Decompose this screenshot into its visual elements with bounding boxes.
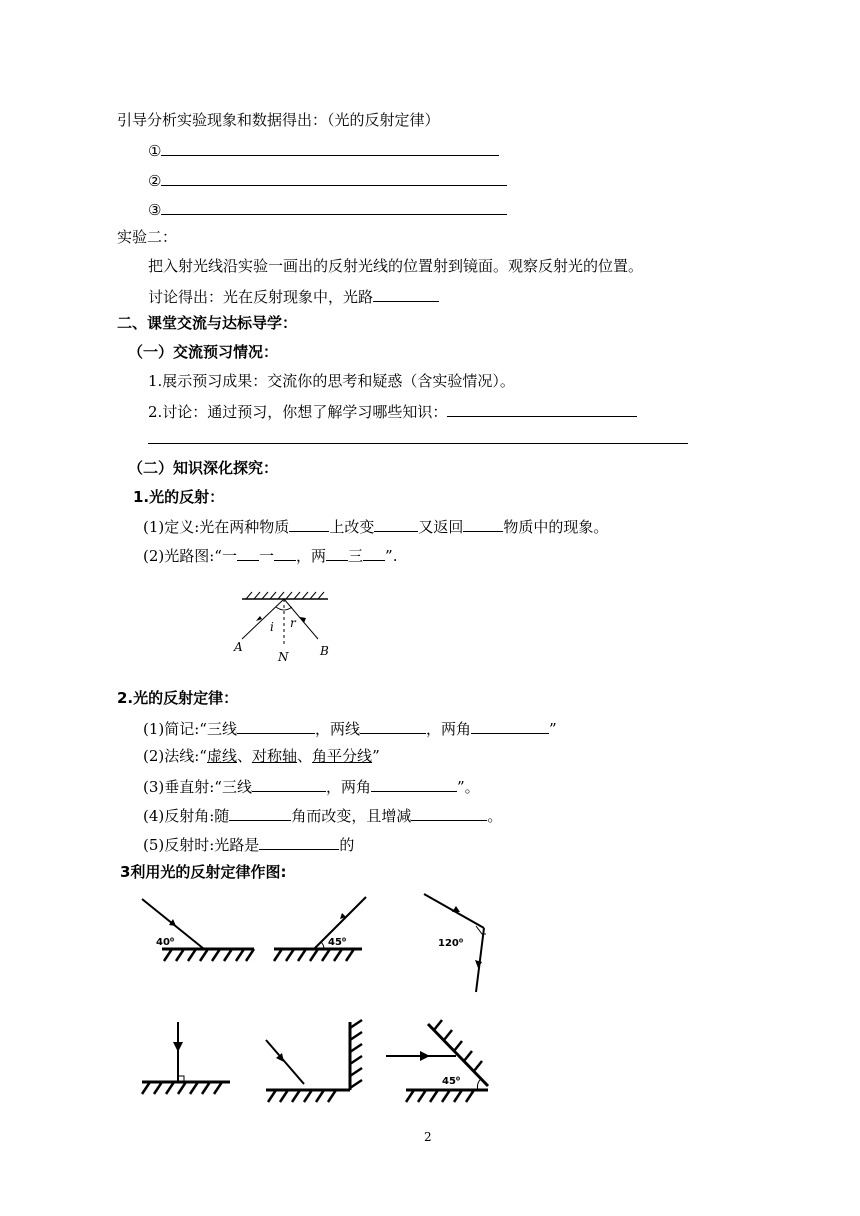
para-2-text: 2.讨论：通过预习，你想了解学习哪些知识： [148, 403, 448, 421]
law-text: ” [372, 747, 380, 765]
discuss-text: 讨论得出：光在反射现象中，光路 [148, 288, 374, 306]
angle-label: 120⁰ [438, 938, 464, 949]
blank-item-2 [148, 169, 507, 191]
answer-blank[interactable] [471, 717, 549, 734]
answer-blank[interactable] [289, 515, 329, 532]
item-marker: ② [148, 172, 162, 190]
para-2 [148, 400, 637, 422]
label-a: A [234, 640, 243, 654]
exercise-figure-3[interactable] [418, 890, 508, 1000]
angle-label: 40⁰ [156, 937, 175, 948]
exp2-body: 把入射光线沿实验一画出的反射光线的位置射到镜面。观察反射光的位置。 [148, 257, 644, 275]
law-text: (2)法线:“ [143, 747, 207, 765]
law-term: 虚线 [206, 747, 237, 765]
law-item-4 [143, 804, 502, 826]
law-item-3 [143, 775, 480, 797]
answer-blank[interactable] [237, 717, 315, 734]
exp2-discuss [148, 285, 439, 307]
reflection-definition [143, 515, 608, 537]
answer-blank[interactable] [374, 515, 418, 532]
answer-blank[interactable] [447, 400, 637, 417]
law-text: 、 [297, 747, 313, 765]
path-text: ，两 [296, 547, 327, 565]
answer-blank[interactable] [237, 544, 259, 561]
law-text: (1)简记:“三线 [143, 720, 237, 738]
exercise-figure-1[interactable] [138, 895, 258, 970]
page-number: 2 [424, 1130, 432, 1144]
reflection-path [143, 544, 397, 566]
path-text: (2)光路图:“一 [143, 547, 237, 565]
law-term: 角平分线 [312, 747, 373, 765]
answer-blank[interactable] [229, 804, 291, 821]
label-b: B [320, 644, 329, 658]
answer-blank[interactable] [274, 544, 296, 561]
label-i: i [270, 620, 274, 634]
law-item-1 [143, 717, 557, 739]
exp2-title: 实验二： [117, 228, 178, 246]
answer-blank[interactable] [252, 775, 326, 792]
law-text: ，两角 [426, 720, 472, 738]
exercise-figure-5[interactable] [262, 1018, 372, 1113]
answer-blank[interactable] [363, 544, 385, 561]
def-text: 上改变 [329, 518, 375, 536]
law-item-2 [143, 746, 380, 766]
law-text: (3)垂直射:“三线 [143, 778, 252, 796]
path-text: 一 [258, 547, 274, 565]
path-text: 三 [348, 547, 364, 565]
answer-blank[interactable] [463, 515, 503, 532]
reflection-diagram [228, 585, 338, 665]
item-marker: ① [148, 142, 162, 160]
angle-label: 45⁰ [442, 1076, 461, 1087]
draw-title: 3利用光的反射定律作图: [120, 863, 287, 881]
item-marker: ③ [148, 201, 162, 219]
law-text: ” [549, 720, 557, 738]
blank-item-1 [148, 139, 499, 161]
para-1: 1.展示预习成果：交流你的思考和疑惑（含实验情况）。 [148, 372, 515, 390]
answer-blank[interactable] [161, 198, 507, 215]
answer-blank[interactable] [411, 804, 487, 821]
law-text: 的 [339, 836, 355, 854]
law-text: (5)反射时:光路是 [143, 836, 260, 854]
blank-item-3 [148, 198, 507, 220]
answer-blank[interactable] [326, 544, 348, 561]
law-term: 对称轴 [252, 747, 298, 765]
law-title: 2.光的反射定律： [117, 689, 239, 707]
answer-blank[interactable] [371, 775, 457, 792]
exercise-figure-6[interactable] [382, 1018, 502, 1113]
answer-blank[interactable] [161, 139, 499, 156]
label-n: N [278, 650, 289, 664]
answer-blank[interactable] [161, 169, 507, 186]
answer-blank[interactable] [373, 285, 439, 302]
law-text: 角而改变，且增减 [291, 807, 412, 825]
law-text: ”。 [457, 778, 480, 796]
def-text: 物质中的现象。 [503, 518, 609, 536]
def-text: 又返回 [418, 518, 464, 536]
intro-heading: 引导分析实验现象和数据得出：（光的反射定律） [117, 111, 440, 129]
law-text: ，两角 [325, 778, 371, 796]
para-2-blank-line[interactable] [148, 427, 688, 449]
angle-label: 45⁰ [328, 937, 347, 948]
law-text: 。 [487, 807, 503, 825]
path-text: ”. [385, 547, 398, 565]
label-r: r [290, 616, 296, 630]
subsection-2-title: （二）知识深化探究： [128, 459, 279, 477]
law-text: ，两线 [314, 720, 360, 738]
subsection-1-title: （一）交流预习情况： [128, 343, 279, 361]
answer-blank[interactable] [360, 717, 426, 734]
exercise-figure-4[interactable] [138, 1018, 238, 1108]
exercise-figure-2[interactable] [270, 893, 370, 968]
law-item-5 [143, 833, 354, 855]
law-text: 、 [237, 747, 253, 765]
reflection-title: 1.光的反射： [133, 488, 225, 506]
section-2-title: 二、课堂交流与达标导学： [117, 314, 298, 332]
answer-blank[interactable] [259, 833, 339, 850]
def-text: (1)定义:光在两种物质 [143, 518, 290, 536]
law-text: (4)反射角:随 [143, 807, 230, 825]
